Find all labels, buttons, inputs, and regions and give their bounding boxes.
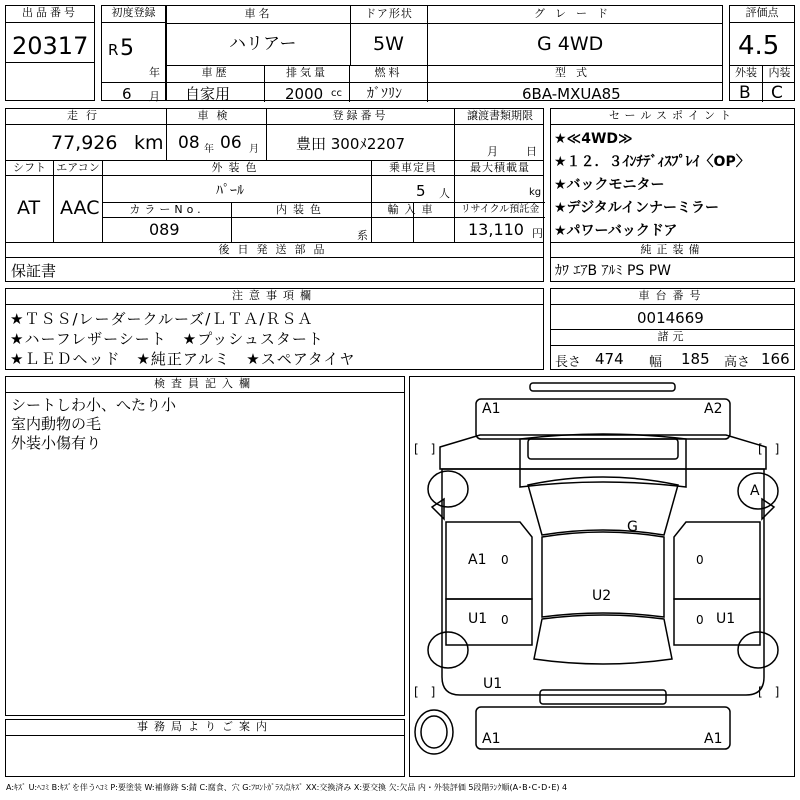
chassis-box — [550, 288, 795, 370]
transfer-day-unit: 日 — [526, 145, 537, 158]
sales-points-label: セールスポイント — [551, 109, 794, 125]
reg-no-label: 登録番号 — [332, 109, 389, 122]
lot-number: 20317 — [12, 32, 89, 60]
int-grade: C — [771, 83, 783, 103]
inspector-line: シートしわ小、へたり小 — [11, 396, 177, 414]
vehicle-header — [166, 5, 723, 101]
sales-point: ★パワーバックドア — [554, 223, 678, 239]
month-unit: 月 — [149, 90, 160, 103]
note-line: ★ＬＥＤヘッド ★純正アルミ ★スペアタイヤ — [10, 350, 356, 368]
model: 6BA-MXUA85 — [522, 85, 621, 103]
chassis-number: 0014669 — [637, 309, 704, 327]
bracket-left-lower: [ ] — [414, 685, 436, 699]
insp-month: 06 — [220, 133, 242, 153]
inspector-box — [5, 376, 405, 716]
ac: AAC — [60, 197, 100, 219]
mark-zero-left-2: 0 — [501, 613, 509, 627]
mark-u1-lower: U1 — [483, 676, 503, 692]
mark-zero-right-2: 0 — [696, 613, 704, 627]
note-line: ★ハーフレザーシート ★プッシュスタート — [10, 330, 324, 348]
grade-label: グレード — [534, 7, 618, 20]
notes-box — [5, 288, 544, 370]
door-label: ドア形状 — [365, 7, 413, 20]
int-color-label: 内装色 — [276, 203, 327, 216]
model-label: 型式 — [555, 66, 597, 79]
ac-label: エアコン — [56, 161, 100, 174]
inspector-label: 検査員記入欄 — [6, 377, 404, 393]
sales-point: ★１２．３ｲﾝﾁﾃﾞｨｽﾌﾟﾚｲ〈OP〉 — [554, 154, 750, 170]
sales-point: ★≪4WD≫ — [554, 131, 633, 147]
ext-grade: B — [739, 83, 751, 103]
sales-point: ★デジタルインナーミラー — [554, 200, 720, 216]
mileage: 77,926 — [51, 132, 118, 154]
score: 4.5 — [738, 31, 780, 61]
int-grade-label: 内装 — [768, 66, 791, 79]
later-parts-label: 後日発送部品 — [218, 243, 333, 256]
era: R — [108, 41, 119, 59]
notes-label: 注意事項欄 — [6, 289, 543, 305]
mark-a1-rear-right: A1 — [704, 731, 723, 747]
capacity-unit: 人 — [439, 187, 450, 200]
history-label: 車歴 — [201, 66, 230, 79]
length: 474 — [595, 350, 624, 368]
equipment: ｶﾜ ｴｱB ｱﾙﾐ PS PW — [555, 263, 672, 279]
ext-color: ﾊﾟｰﾙ — [216, 183, 244, 199]
transfer-month-unit: 月 — [487, 145, 498, 158]
displacement-unit: cc — [331, 88, 342, 99]
score-label: 評価点 — [730, 6, 794, 23]
int-color-unit: 系 — [357, 229, 368, 242]
bracket-left: [ ] — [414, 442, 436, 456]
score-box — [729, 5, 795, 101]
equipment-label: 純正装備 — [551, 243, 794, 258]
mark-a-tire: A — [750, 483, 760, 499]
insp-month-unit: 月 — [249, 144, 259, 155]
mark-g-glass: G — [627, 519, 638, 535]
notes-list — [10, 309, 355, 369]
history: 自家用 — [185, 85, 231, 103]
detail-grid — [5, 108, 544, 282]
load-unit: kg — [529, 187, 542, 198]
inspector-line: 室内動物の毛 — [11, 415, 102, 433]
color-no-label: カラーNo. — [129, 203, 205, 216]
inspector-line: 外装小傷有り — [11, 434, 102, 452]
inspector-notes — [11, 396, 176, 453]
mark-a1-rear-left: A1 — [482, 731, 501, 747]
import-label: 輸入車 — [387, 203, 439, 216]
color-no: 089 — [149, 220, 180, 239]
width: 185 — [681, 350, 710, 368]
mark-zero-left: 0 — [501, 553, 509, 567]
mark-a1-side: A1 — [468, 552, 487, 568]
capacity-label: 乗車定員 — [389, 161, 437, 174]
fuel: ｶﾞｿﾘﾝ — [367, 86, 402, 102]
insp-year: 08 — [178, 133, 200, 153]
lot-box — [5, 5, 95, 101]
mark-u1-right: U1 — [716, 611, 736, 627]
reg-year: 5 — [120, 36, 134, 61]
lot-label: 出品番号 — [6, 6, 94, 23]
mark-a1-front-left: A1 — [482, 401, 501, 417]
insp-year-unit: 年 — [204, 144, 214, 155]
office-label: 事務局よりご案内 — [6, 720, 404, 736]
legend: A:ｷｽﾞ U:ﾍｺﾐ B:ｷｽﾞを伴うﾍｺﾐ P:要塗装 W:補修跡 S:錆 C:腐食、穴 G:ﾌﾛﾝﾄｶﾞﾗｽ点ｷｽﾞ XX:交換済み X:要交換 欠:欠品 内・外装評価 5段階ﾗﾝｸ順(A･B･C･D･E) 4 — [6, 783, 568, 792]
door-type: 5W — [373, 33, 404, 55]
bracket-right: [ ] — [758, 442, 780, 456]
recycle-label: リサイクル預託金 — [460, 204, 540, 215]
mark-zero-right: 0 — [696, 553, 704, 567]
inspection-label: 車検 — [197, 109, 236, 122]
office-box — [5, 719, 405, 777]
height: 166 — [761, 350, 790, 368]
ext-color-label: 外装色 — [211, 161, 263, 174]
mileage-unit: km — [134, 132, 164, 154]
mark-a2-front-right: A2 — [704, 401, 723, 417]
first-reg-box — [101, 5, 166, 101]
damage-diagram — [409, 376, 795, 777]
car-name: ハリアー — [229, 34, 297, 54]
bracket-right-lower: [ ] — [758, 685, 780, 699]
sales-point: ★バックモニター — [554, 177, 665, 193]
transfer-label: 譲渡書類期限 — [467, 109, 533, 122]
length-label: 長さ — [555, 355, 582, 370]
displacement: 2000 — [285, 85, 324, 103]
reg-month: 6 — [122, 85, 132, 103]
year-unit: 年 — [149, 66, 160, 79]
mark-u1-left: U1 — [468, 611, 488, 627]
capacity: 5 — [416, 182, 426, 200]
shift-label: シフト — [13, 161, 46, 174]
load-label: 最大積載量 — [470, 161, 530, 174]
shift: AT — [17, 197, 41, 219]
specs-label: 諸元 — [551, 330, 794, 346]
mileage-label: 走行 — [67, 109, 105, 122]
first-reg-label: 初度登録 — [102, 6, 165, 23]
reg-no: 豊田 300ﾒ2207 — [296, 135, 406, 153]
height-label: 高さ — [724, 355, 751, 370]
recycle: 13,110 — [468, 220, 524, 239]
width-label: 幅 — [649, 355, 663, 370]
chassis-label: 車台番号 — [551, 289, 794, 305]
sales-points-box — [550, 108, 795, 282]
later-parts: 保証書 — [11, 262, 57, 280]
recycle-unit: 円 — [532, 227, 543, 240]
displacement-label: 排気量 — [286, 66, 328, 79]
note-line: ★ＴＳＳ/レーダークルーズ/ＬＴＡ/ＲＳＡ — [10, 310, 314, 328]
fuel-label: 燃料 — [374, 66, 403, 79]
ext-grade-label: 外装 — [735, 66, 757, 79]
grade: G 4WD — [537, 33, 604, 55]
car-name-label: 車名 — [244, 7, 273, 20]
sales-points-list — [554, 128, 750, 243]
mark-u2-roof: U2 — [592, 588, 612, 604]
